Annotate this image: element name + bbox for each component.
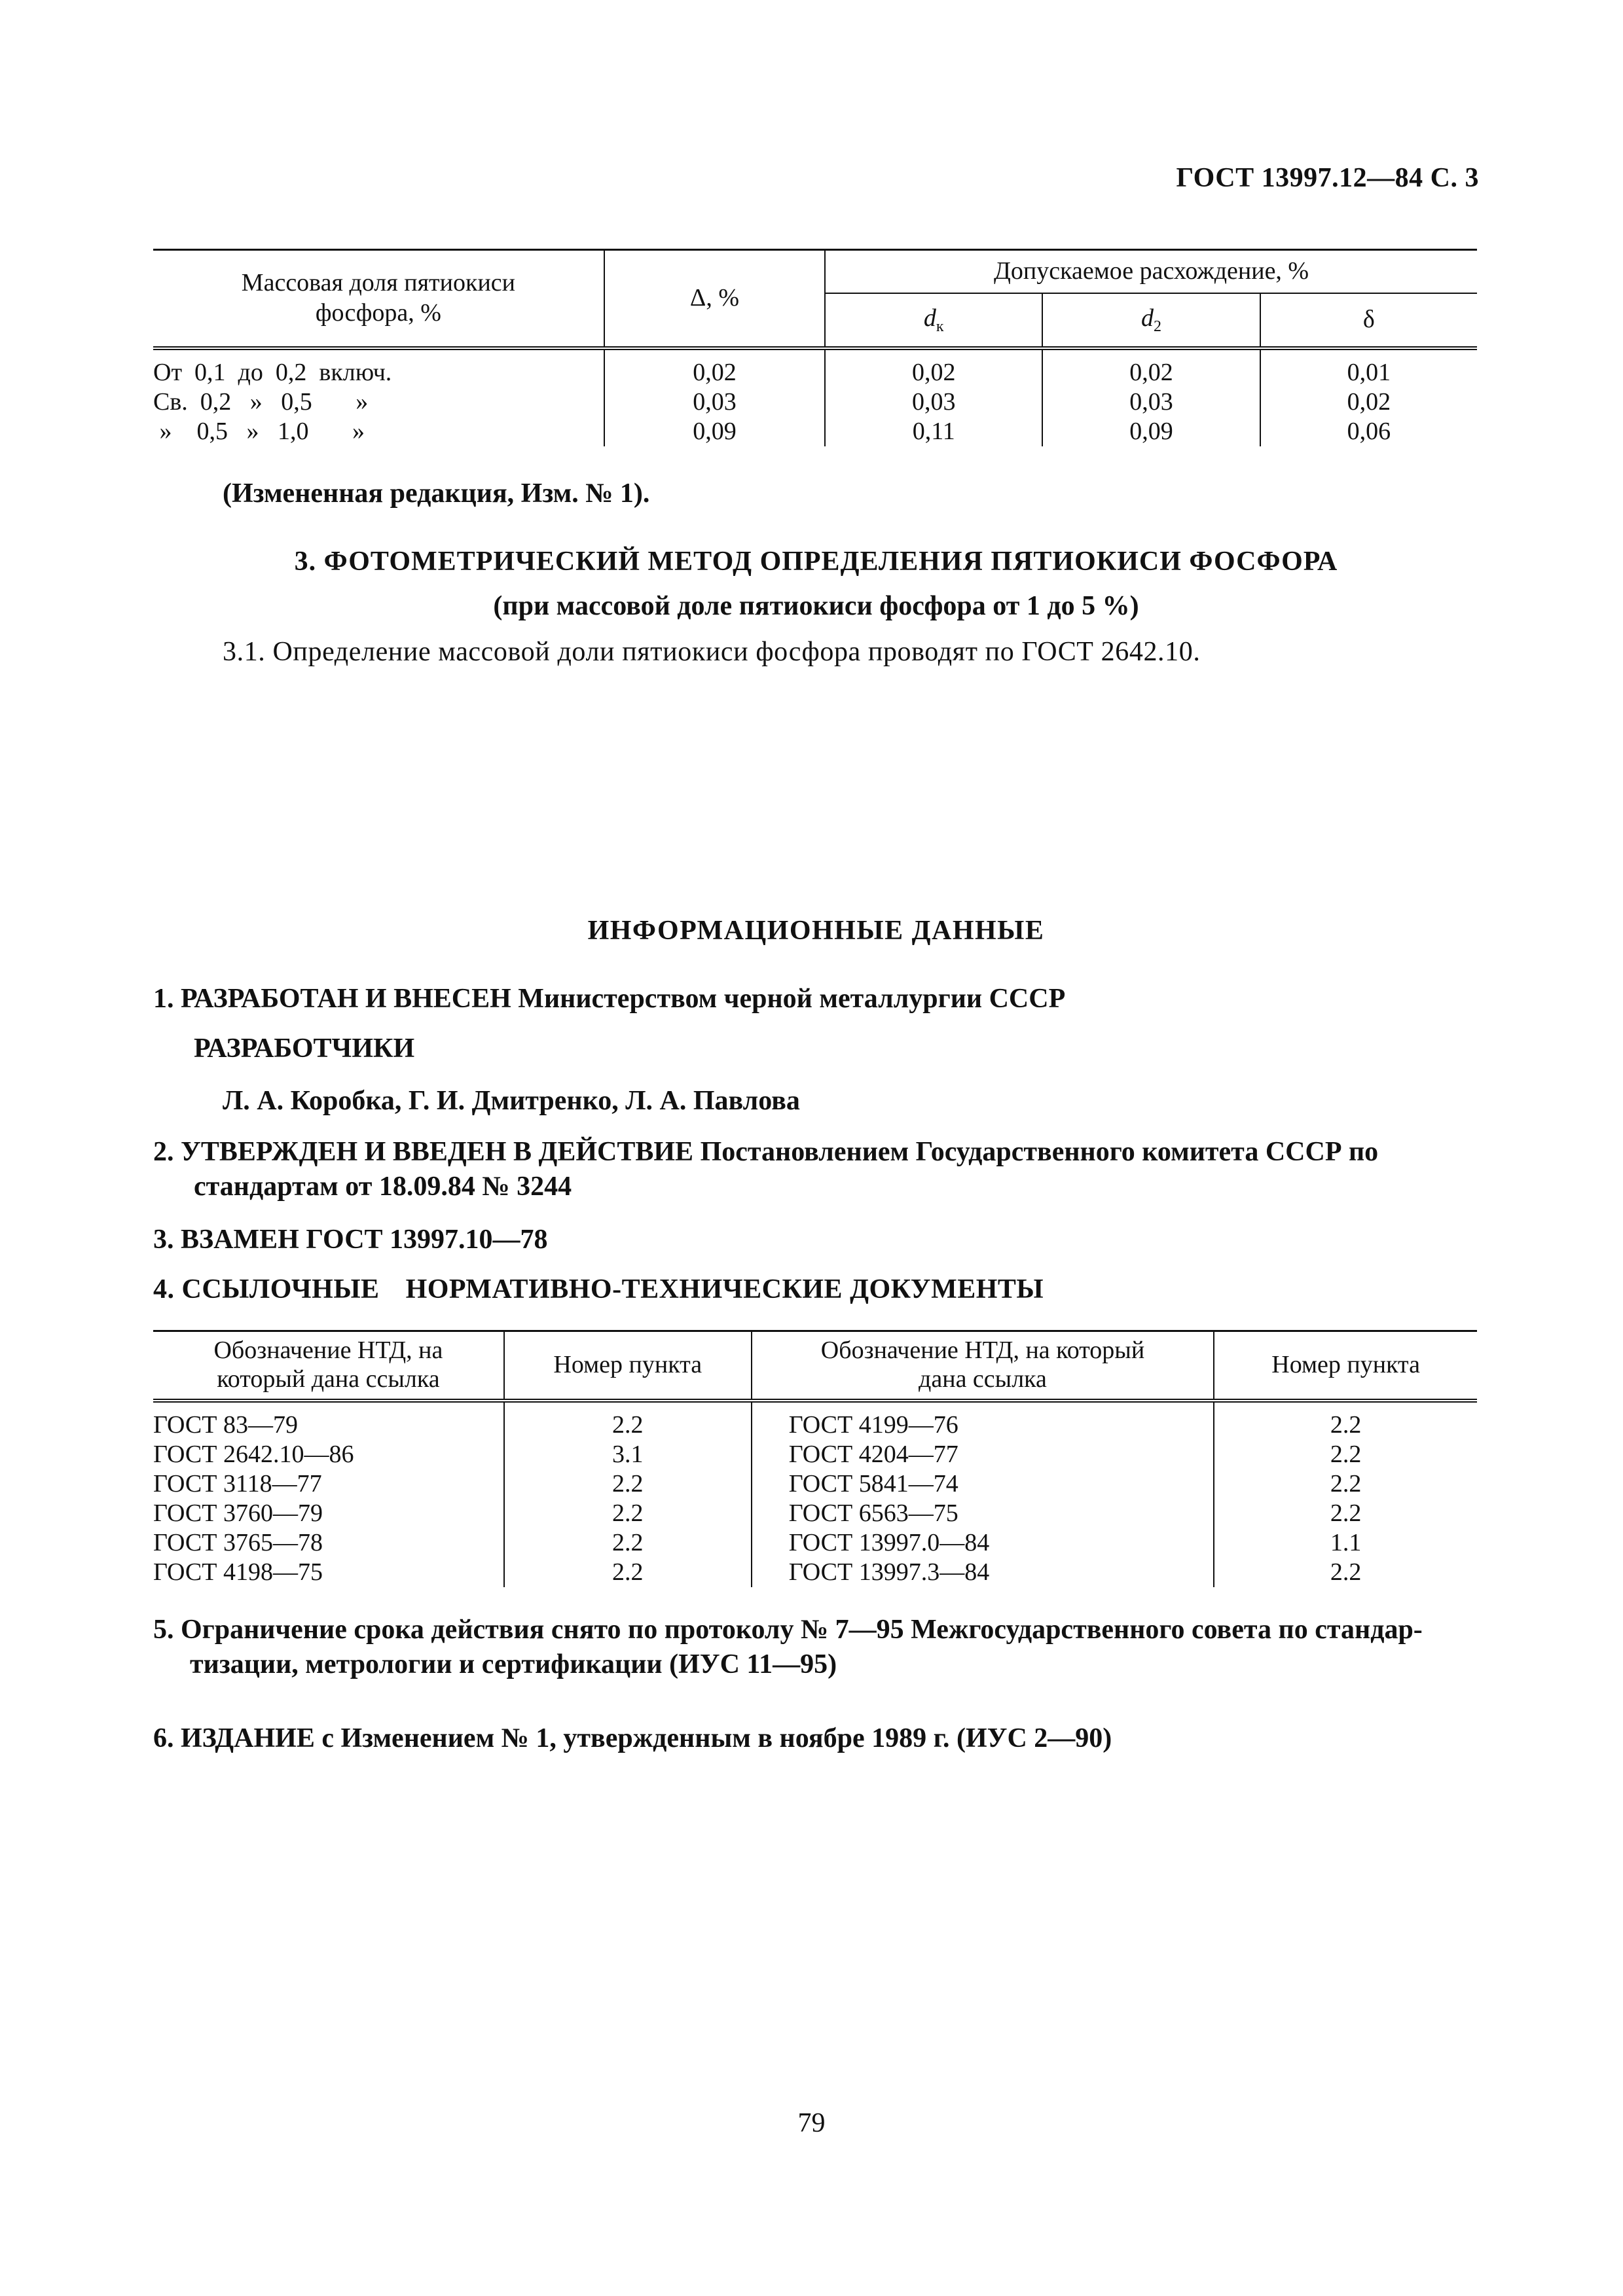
ref-doc-cell: ГОСТ 13997.0—84 xyxy=(752,1528,1214,1558)
d2-cell: 0,02 0,03 0,09 xyxy=(1042,348,1260,446)
clause-cell: 2.2 xyxy=(504,1528,752,1558)
clause-cell: 2.2 xyxy=(1214,1558,1477,1587)
ref-doc-cell: ГОСТ 83—79 xyxy=(153,1411,298,1439)
table-row xyxy=(153,1401,1477,1440)
developers-label: РАЗРАБОТЧИКИ xyxy=(194,1033,415,1064)
clause-cell: 3.1 xyxy=(504,1440,752,1469)
delta-cell: 0,02 0,03 0,09 xyxy=(604,348,825,446)
mass-range-cell: От 0,1 до 0,2 включ. Св. 0,2 » 0,5 » » 0,5 » 1,0 » xyxy=(153,359,392,445)
table-row xyxy=(153,1440,1477,1469)
page-number: 79 xyxy=(797,2108,826,2138)
info-item-2: 2. УТВЕРЖДЕН И ВВЕДЕН В ДЕЙСТВИЕ Постановлением Государственного комитета СССР по стандартам от 18.09.84 № 3244 xyxy=(153,1137,1379,1202)
clause-cell: 2.2 xyxy=(1214,1401,1477,1440)
references-table xyxy=(153,1330,1477,1587)
col-header-ref-doc-1: Обозначение НТД, на который дана ссылка xyxy=(153,1331,504,1401)
table-row xyxy=(153,1469,1477,1499)
table-row xyxy=(153,348,1477,446)
clause-cell: 2.2 xyxy=(1214,1469,1477,1499)
ref-doc-cell: ГОСТ 2642.10—86 xyxy=(153,1441,354,1468)
section3-paragraph: 3.1. Определение массовой доли пятиокиси фосфора проводят по ГОСТ 2642.10. xyxy=(223,637,1201,667)
col-header-mass-fraction: Массовая доля пятиокиси фосфора, % xyxy=(153,250,604,349)
clause-cell: 2.2 xyxy=(504,1469,752,1499)
developers-names: Л. А. Коробка, Г. И. Дмитренко, Л. А. Павлова xyxy=(223,1086,800,1116)
info-item-3: 3. ВЗАМЕН ГОСТ 13997.10—78 xyxy=(153,1225,548,1255)
ref-doc-cell: ГОСТ 3118—77 xyxy=(153,1470,322,1498)
ref-doc-cell: ГОСТ 4199—76 xyxy=(752,1401,1214,1440)
ref-doc-cell: ГОСТ 13997.3—84 xyxy=(752,1558,1214,1587)
col-header-small-delta: δ xyxy=(1260,293,1477,348)
col-header-clause-1: Номер пункта xyxy=(504,1331,752,1401)
info-item-5: 5. Ограничение срока действия снято по протоколу № 7—95 Межгосударственного совета по стандар- тизации, метрологии и сертификации (ИУС 11—95) xyxy=(153,1615,1423,1679)
section3-subtitle: (при массовой доле пятиокиси фосфора от 1 до 5 %) xyxy=(493,591,1139,621)
ref-doc-cell: ГОСТ 5841—74 xyxy=(752,1469,1214,1499)
col-header-clause-2: Номер пункта xyxy=(1214,1331,1477,1401)
ref-doc-cell: ГОСТ 4204—77 xyxy=(752,1440,1214,1469)
small-delta-cell: 0,01 0,02 0,06 xyxy=(1260,348,1477,446)
section3-title: 3. ФОТОМЕТРИЧЕСКИЙ МЕТОД ОПРЕДЕЛЕНИЯ ПЯТИОКИСИ ФОСФОРА xyxy=(294,547,1338,577)
info-item-1: 1. РАЗРАБОТАН И ВНЕСЕН Министерством черной металлургии СССР xyxy=(153,984,1066,1014)
info-item-4: 4. ССЫЛОЧНЫЕ НОРМАТИВНО-ТЕХНИЧЕСКИЕ ДОКУМЕНТЫ xyxy=(153,1274,1044,1304)
ref-doc-cell: ГОСТ 3760—79 xyxy=(153,1499,323,1527)
col-header-delta: Δ, % xyxy=(604,250,825,349)
clause-cell: 1.1 xyxy=(1214,1528,1477,1558)
ref-doc-cell: ГОСТ 6563—75 xyxy=(752,1499,1214,1528)
dk-cell: 0,02 0,03 0,11 xyxy=(825,348,1042,446)
page-header-doc-ref: ГОСТ 13997.12—84 С. 3 xyxy=(1176,163,1479,193)
clause-cell: 2.2 xyxy=(1214,1440,1477,1469)
table-row xyxy=(153,1499,1477,1528)
ref-doc-cell: ГОСТ 3765—78 xyxy=(153,1529,323,1556)
col-header-ref-doc-2: Обозначение НТД, на который дана ссылка xyxy=(752,1331,1214,1401)
clause-cell: 2.2 xyxy=(504,1558,752,1587)
clause-cell: 2.2 xyxy=(504,1401,752,1440)
table-row xyxy=(153,1558,1477,1587)
col-header-d2: $d_2$ xyxy=(1042,293,1260,348)
clause-cell: 2.2 xyxy=(1214,1499,1477,1528)
table-row xyxy=(153,1528,1477,1558)
change-note: (Измененная редакция, Изм. № 1). xyxy=(223,478,650,509)
col-header-dk: $d_к$ xyxy=(825,293,1042,348)
clause-cell: 2.2 xyxy=(504,1499,752,1528)
col-header-allowed-divergence: Допускаемое расхождение, % xyxy=(825,250,1477,294)
info-data-title: ИНФОРМАЦИОННЫЕ ДАННЫЕ xyxy=(587,916,1045,946)
tolerance-table xyxy=(153,249,1477,446)
ref-doc-cell: ГОСТ 4198—75 xyxy=(153,1558,323,1586)
info-item-6: 6. ИЗДАНИЕ с Изменением № 1, утвержденным в ноябре 1989 г. (ИУС 2—90) xyxy=(153,1723,1112,1753)
